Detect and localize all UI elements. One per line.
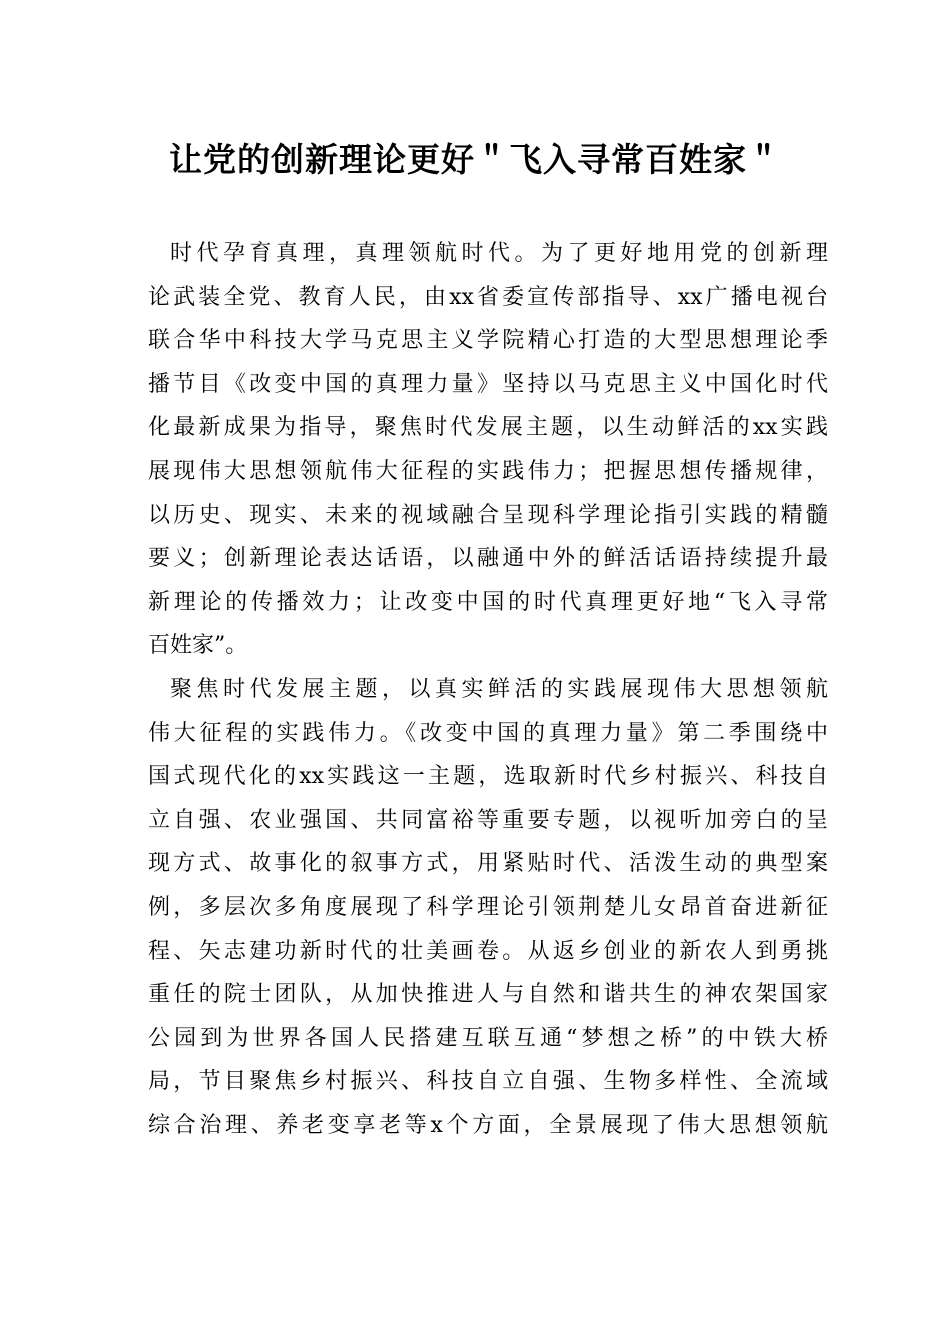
text-line: 化最新成果为指导，聚焦时代发展主题，以生动鲜活的xx实践	[148, 415, 828, 441]
text-line: 以历史、现实、未来的视域融合呈现科学理论指引实践的精髓	[148, 502, 828, 528]
text-line: 联合华中科技大学马克思主义学院精心打造的大型思想理论季	[148, 328, 828, 354]
text-line: 播节目《改变中国的真理力量》坚持以马克思主义中国化时代	[148, 371, 828, 397]
text-line: 百姓家”。	[148, 633, 248, 659]
text-line: 公园到为世界各国人民搭建互联互通“梦想之桥”的中铁大桥	[148, 1025, 828, 1051]
paragraph-2	[148, 668, 828, 1148]
text-line: 论武装全党、教育人民，由xx省委宣传部指导、xx广播电视台	[148, 284, 828, 310]
document-title: 让党的创新理论更好＂飞入寻常百姓家＂	[169, 140, 781, 179]
text-line: 现方式、故事化的叙事方式，用紧贴时代、活泼生动的典型案	[148, 851, 828, 877]
text-line: 聚焦时代发展主题，以真实鲜活的实践展现伟大思想领航	[170, 676, 828, 702]
document-body	[148, 232, 828, 1147]
text-line: 程、矢志建功新时代的壮美画卷。从返乡创业的新农人到勇挑	[148, 938, 828, 964]
text-line: 局，节目聚焦乡村振兴、科技自立自强、生物多样性、全流域	[148, 1069, 828, 1095]
text-line: 综合治理、养老变享老等x个方面，全景展现了伟大思想领航	[148, 1112, 828, 1138]
text-line: 展现伟大思想领航伟大征程的实践伟力；把握思想传播规律，	[148, 458, 828, 484]
text-line: 国式现代化的xx实践这一主题，选取新时代乡村振兴、科技自	[148, 764, 828, 790]
text-line: 例，多层次多角度展现了科学理论引领荆楚儿女昂首奋进新征	[148, 894, 828, 920]
text-line: 要义；创新理论表达话语，以融通中外的鲜活话语持续提升最	[148, 546, 828, 572]
text-line: 新理论的传播效力；让改变中国的时代真理更好地“飞入寻常	[148, 589, 828, 615]
text-line: 立自强、农业强国、共同富裕等重要专题，以视听加旁白的呈	[148, 807, 828, 833]
text-line: 重任的院士团队，从加快推进人与自然和谐共生的神农架国家	[148, 982, 828, 1008]
paragraph-1	[148, 232, 828, 668]
text-line: 时代孕育真理，真理领航时代。为了更好地用党的创新理	[170, 241, 828, 266]
text-line: 伟大征程的实践伟力。《改变中国的真理力量》第二季围绕中	[148, 720, 828, 746]
